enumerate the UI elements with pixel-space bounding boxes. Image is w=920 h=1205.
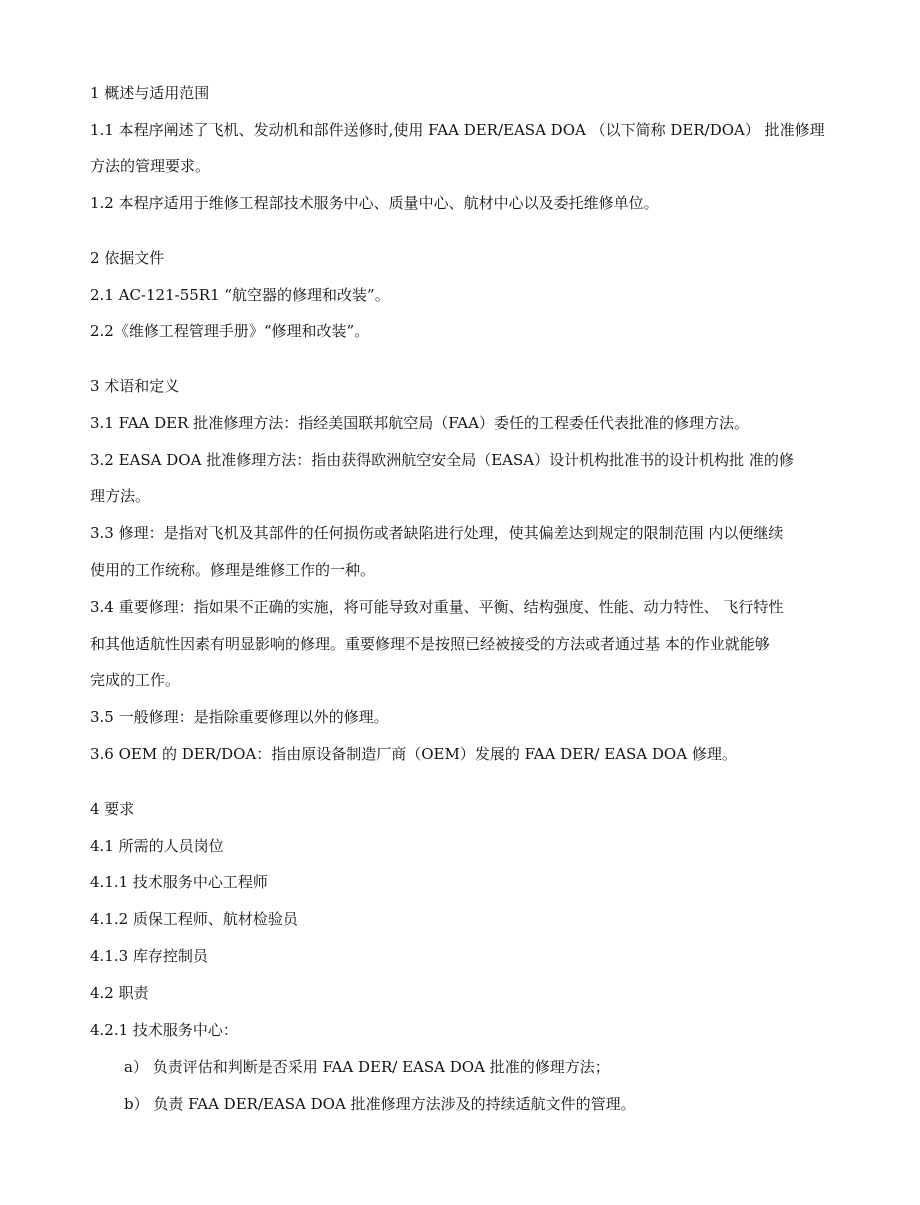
paragraph-3-6: 3.6 OEM 的 DER/DOA：指由原设备制造厂商（OEM）发展的 FAA DER/ EASA DOA 修理。: [90, 745, 737, 763]
paragraph-3-5: 3.5 一般修理：是指除重要修理以外的修理。: [90, 708, 389, 726]
section-1-heading: 1 概述与适用范围: [90, 84, 210, 102]
section-3-heading: 3 术语和定义: [90, 377, 180, 395]
paragraph-4-1: 4.1 所需的人员岗位: [90, 837, 224, 855]
paragraph-4-2-1: 4.2.1 技术服务中心：: [90, 1021, 238, 1039]
paragraph-1-1-line-2: 方法的管理要求。: [90, 157, 211, 175]
paragraph-1-1-line-1: 1.1 本程序阐述了飞机、发动机和部件送修时,使用 FAA DER/EASA DOA （以下简称 DER/DOA） 批准修理: [90, 121, 825, 139]
paragraph-3-3-line-1: 3.3 修理：是指对飞机及其部件的任何损伤或者缺陷进行处理，使其偏差达到规定的限制范围 内以便继续: [90, 524, 784, 542]
paragraph-1-2: 1.2 本程序适用于维修工程部技术服务中心、质量中心、航材中心以及委托维修单位。: [90, 194, 659, 212]
list-item-b: b） 负责 FAA DER/EASA DOA 批准修理方法涉及的持续适航文件的管理。: [124, 1095, 636, 1113]
paragraph-4-2: 4.2 职责: [90, 984, 149, 1002]
paragraph-3-2-line-2: 理方法。: [90, 487, 151, 505]
paragraph-3-2-line-1: 3.2 EASA DOA 批准修理方法：指由获得欧洲航空安全局（EASA）设计机构批准书的设计机构批 准的修: [90, 451, 794, 469]
paragraph-3-4-line-3: 完成的工作。: [90, 671, 181, 689]
paragraph-4-1-3: 4.1.3 库存控制员: [90, 947, 208, 965]
paragraph-4-1-2: 4.1.2 质保工程师、航材检验员: [90, 910, 298, 928]
section-4-heading: 4 要求: [90, 800, 135, 818]
paragraph-3-1: 3.1 FAA DER 批准修理方法：指经美国联邦航空局（FAA）委任的工程委任代表批准的修理方法。: [90, 414, 749, 432]
paragraph-3-4-line-2: 和其他适航性因素有明显影响的修理。重要修理不是按照已经被接受的方法或者通过基 本的作业就能够: [90, 635, 770, 653]
list-item-a: a） 负责评估和判断是否采用 FAA DER/ EASA DOA 批准的修理方法；: [124, 1058, 610, 1076]
paragraph-3-4-line-1: 3.4 重要修理：指如果不正确的实施，将可能导致对重量、平衡、结构强度、性能、动力特性、 飞行特性: [90, 598, 784, 616]
paragraph-4-1-1: 4.1.1 技术服务中心工程师: [90, 873, 268, 891]
paragraph-3-3-line-2: 使用的工作统称。修理是维修工作的一种。: [90, 561, 376, 579]
paragraph-2-2: 2.2《维修工程管理手册》“修理和改装”。: [90, 322, 370, 340]
paragraph-2-1: 2.1 AC-121-55R1 “航空器的修理和改装”。: [90, 286, 390, 304]
section-2-heading: 2 依据文件: [90, 249, 165, 267]
